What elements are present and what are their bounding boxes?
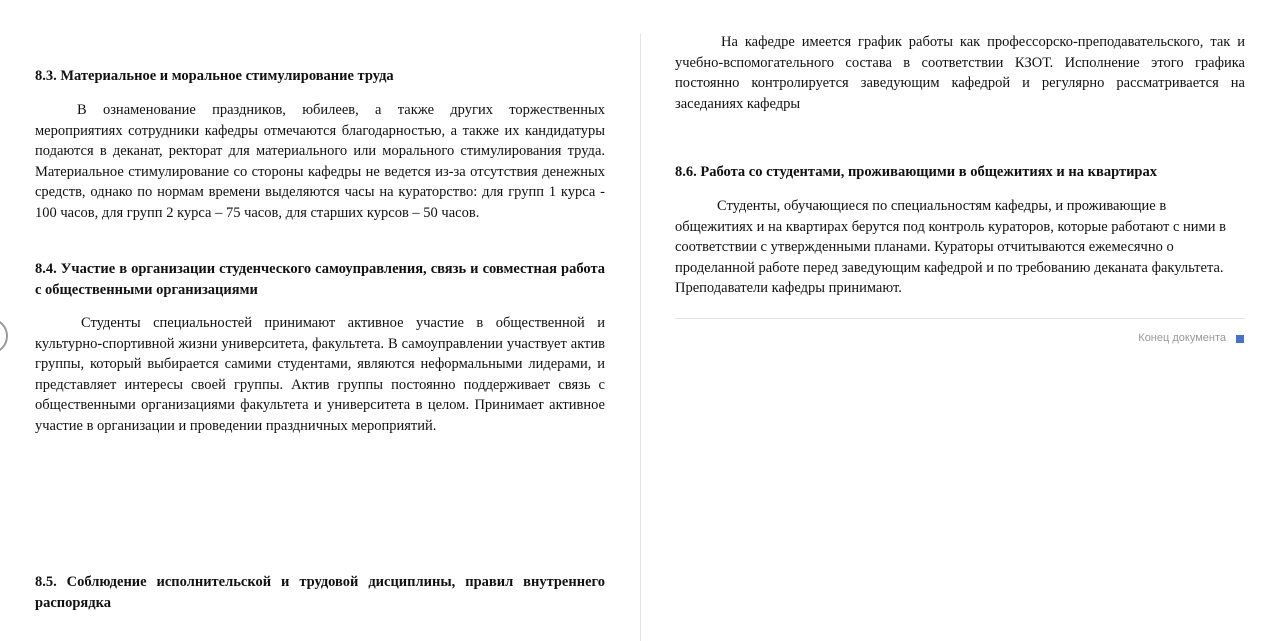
end-of-document-label: Конец документа — [1138, 332, 1226, 344]
continuation-paragraph: На кафедре имеется график работы как профессорско-преподавательского, так и учебно-вспомогательного состава в соответствии КЗОТ. Исполнение этого графика постоянно контролируется заведующим кафедрой и регулярно рассматривается на заседаниях кафедры — [675, 34, 1245, 112]
section-8-3-paragraph: В ознаменование праздников, юбилеев, а также других торжественных мероприятиях сотрудники кафедры отмечаются благодарностью, а также их кандидатуры подаются в деканат, ректорат для материального или морального стимулирования труда. Материальное стимулирование со стороны кафедры не ведется из-за отсутствия денежных средств, однако по нормам времени выделяются часы на кураторство: для групп 1 курса - 100 часов, для групп 2 курса – 75 часов, для старших курсов – 50 часов. — [35, 102, 605, 221]
page-navigation-circle[interactable] — [0, 318, 8, 354]
end-of-document-rule — [675, 318, 1245, 319]
section-8-4-heading: 8.4. Участие в организации студенческого самоуправления, связь и совместная работа с общественными организациями — [35, 261, 605, 298]
section-8-4-paragraph: Студенты специальностей принимают активное участие в общественной и культурно-спортивной жизни университета, факультета. В самоуправлении участвует актив группы, который выбирается самими студентами, являются неформальными лидерами, и представляет интересы своей группы. Актив группы постоянно поддерживает связь с общественными организациями факультета и университета в целом. Принимает активное участие в организации и проведении праздничных мероприятий. — [35, 315, 605, 434]
column-divider — [640, 34, 641, 641]
end-of-document-marker-icon — [1236, 335, 1244, 343]
section-8-5-heading: 8.5. Соблюдение исполнительской и трудовой дисциплины, правил внутреннего распорядка — [35, 574, 605, 611]
section-8-3-heading: 8.3. Материальное и моральное стимулирование труда — [35, 68, 394, 84]
section-8-6-paragraph: Студенты, обучающиеся по специальностям кафедры, и проживающие в общежитиях и на квартирах берутся под контроль кураторов, которые работают с ними в соответствии с утвержденными планами. Кураторы отчитываются ежемесячно о проделанной работе перед заведующим кафедрой и по требованию деканата факультета. Преподаватели кафедры принимают. — [675, 198, 1226, 297]
section-8-6-heading: 8.6. Работа со студентами, проживающими в общежитиях и на квартирах — [675, 164, 1157, 180]
